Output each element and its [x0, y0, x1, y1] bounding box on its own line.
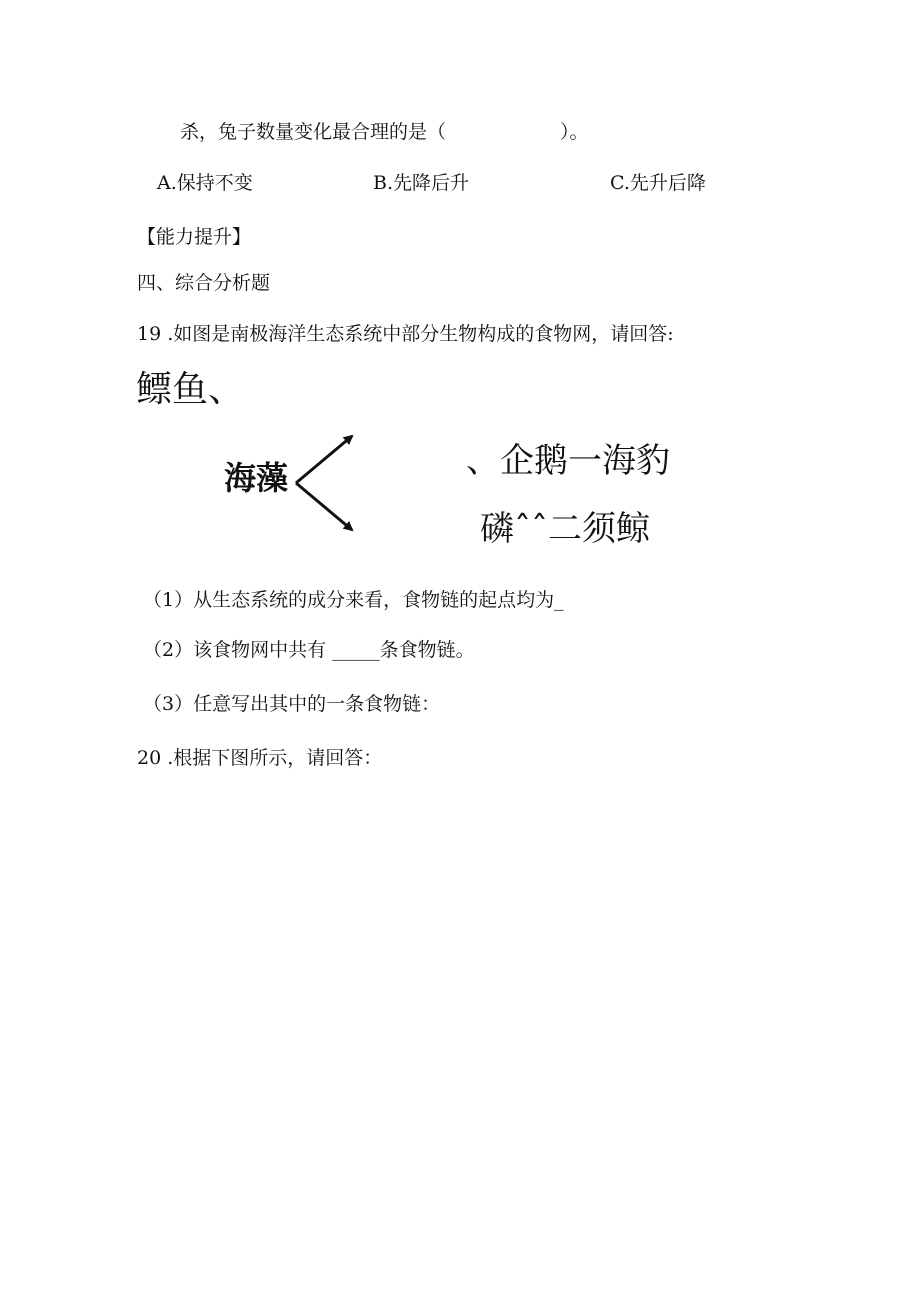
question-19: 19 .如图是南极海洋生态系统中部分生物构成的食物网，请回答: — [137, 323, 674, 345]
question-19-part-3: （3）任意写出其中的一条食物链： — [143, 693, 441, 715]
food-web-arrows — [292, 428, 372, 538]
food-web-left-top-label: 鳔鱼、 — [136, 369, 245, 410]
section-tag: 【能力提升】 — [137, 226, 252, 248]
food-web-right-bottom-label: 磷ˆˆ二须鲸 — [480, 509, 650, 549]
food-web-right-top-label: 、企鹅一海豹 — [466, 441, 670, 481]
question-20: 20 .根据下图所示，请回答： — [137, 747, 383, 769]
question-19-part-2: （2）该食物网中共有 _____条食物链。 — [143, 639, 475, 661]
question-19-part-1: （1）从生态系统的成分来看，食物链的起点均为_ — [143, 589, 564, 611]
option-b: B.先降后升 — [373, 172, 470, 194]
arrow-upper — [296, 436, 352, 483]
arrow-lower — [296, 483, 352, 530]
question-18-continuation: 杀，兔子数量变化最合理的是（ ）。 — [180, 121, 589, 143]
option-c: C.先升后降 — [610, 172, 706, 194]
section-title: 四、综合分析题 — [137, 272, 271, 294]
option-a: A.保持不变 — [157, 172, 253, 194]
food-web-producer-label: 海藻 — [224, 459, 289, 497]
